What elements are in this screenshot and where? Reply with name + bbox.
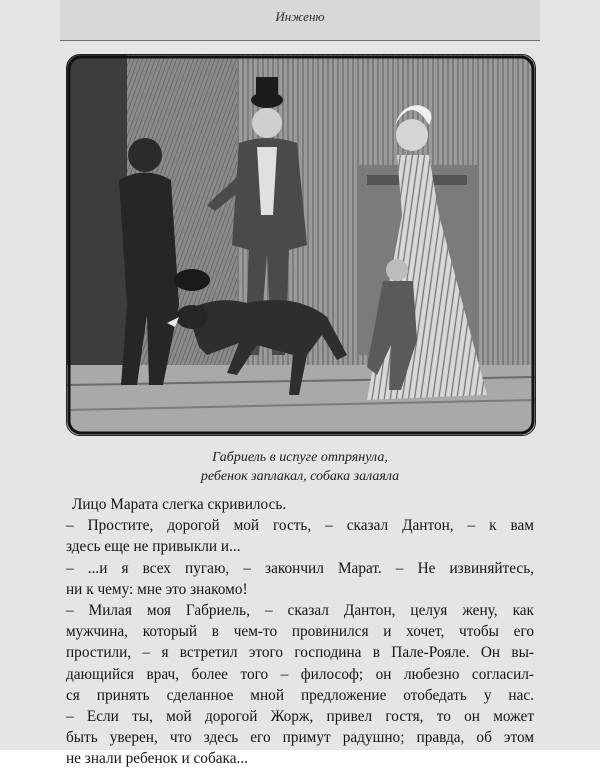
text-line: ся принять сделанное мной предложение отобедать у нас. [66,686,534,704]
caption-line: Габриель в испуге отпрянула, [212,450,388,465]
body-text [66,494,534,769]
running-title: Инженю [275,9,325,24]
text-line: здесь еще не привыкли и... [66,538,241,556]
text-line: Лицо Марата слегка скривилось. [72,496,287,513]
text-line: дающийся врач, более того – философ; он любезно согласил- [66,665,534,683]
text-line: – ...и я всех пугаю, – закончил Марат. – Не извиняйтесь, [66,559,534,577]
text-line: мужчина, который в чем-то провинился и хочет, чтобы его [66,623,534,641]
engraving-illustration [66,54,536,436]
illustration-caption [120,448,480,486]
running-header [60,0,540,41]
caption-line: ребенок заплакал, собака залаяла [200,469,400,484]
text-line: не знали ребенок и собака... [66,750,248,768]
text-line: простили, – я встретил этого господина в Пале-Рояле. Он вы- [66,644,534,662]
text-line: – Простите, дорогой мой гость, – сказал Дантон, – к вам [66,517,534,535]
text-line: ни к чему: мне это знакомо! [66,580,248,598]
text-line: быть уверен, что здесь его примут радушно; правда, об этом [66,729,534,747]
text-line: – Милая моя Габриель, – сказал Дантон, целуя жену, как [66,601,534,619]
text-line: – Если ты, мой дорогой Жорж, привел гостя, то он может [66,707,534,725]
